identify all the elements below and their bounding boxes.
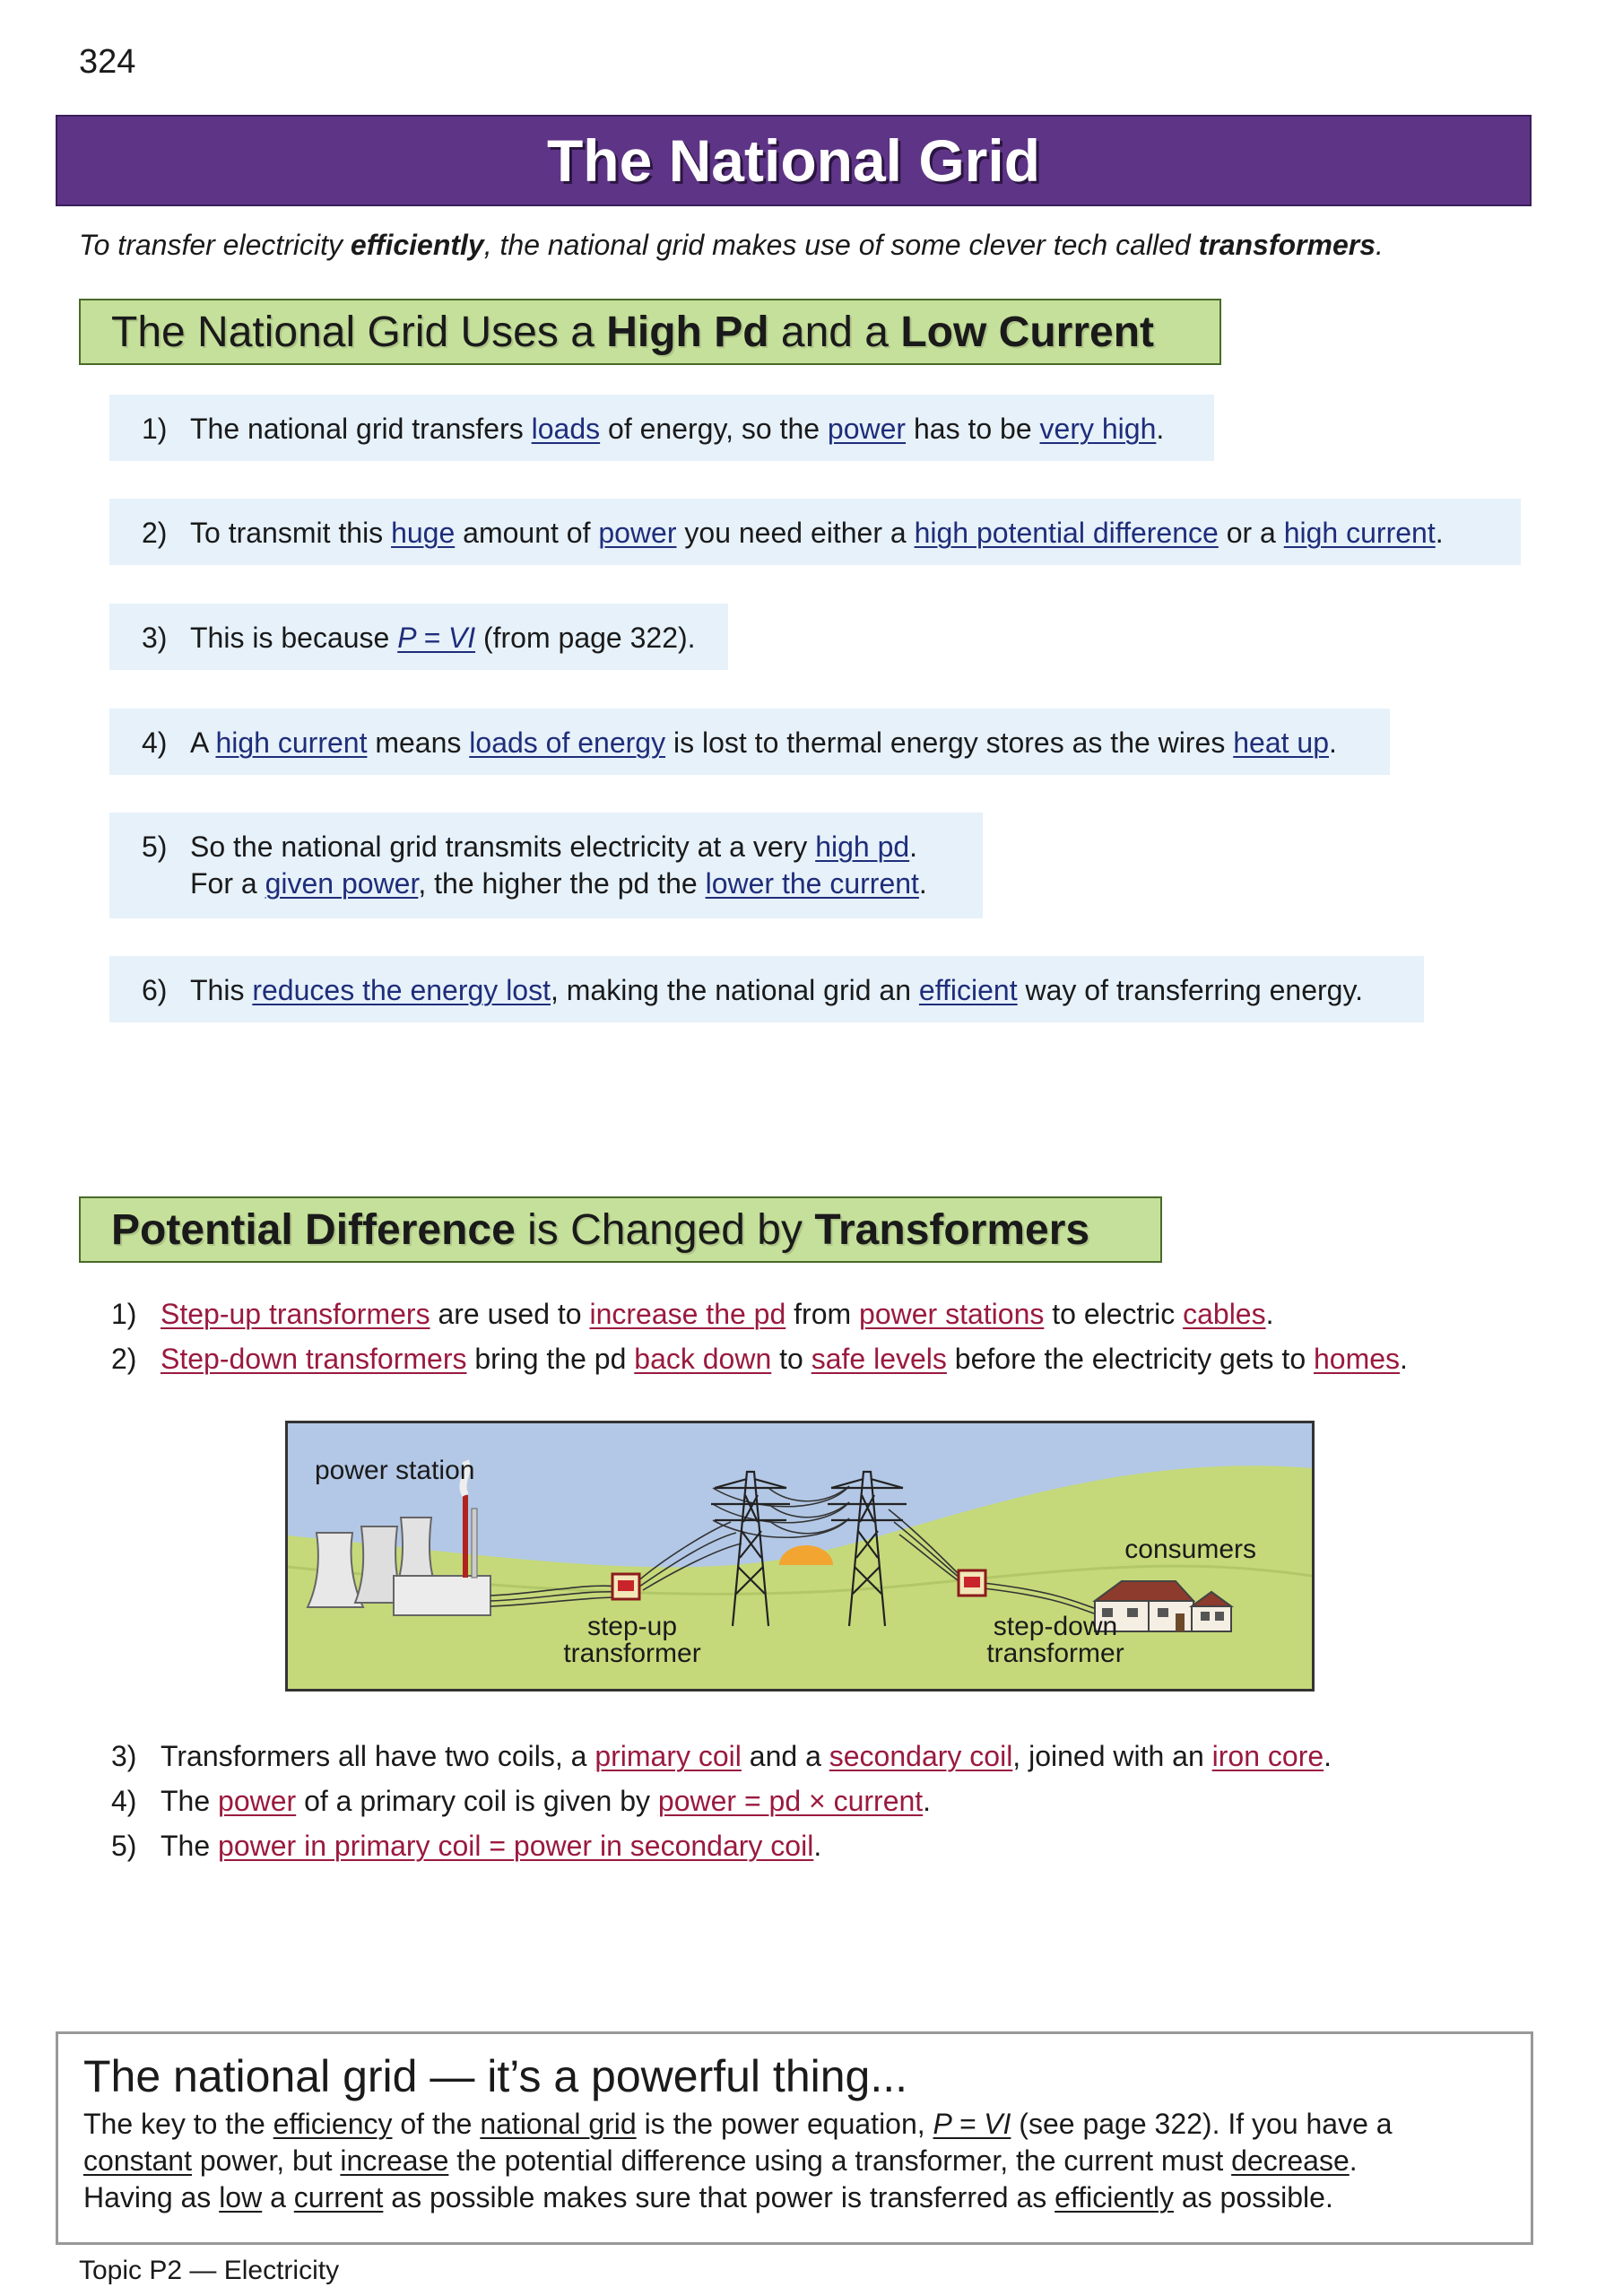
list-item: 3) Transformers all have two coils, a primary coil and a secondary coil, joined with an iron core. [111,1740,1332,1772]
label-step-down-line2: transformer [986,1639,1124,1668]
step-down-transformer-icon [959,1570,985,1596]
transformer-list-a [111,1292,1408,1381]
page-footer: Topic P2 — Electricity [79,2256,340,2285]
fact-item-4: 4) A high current means loads of energy is lost to thermal energy stores as the wires heat up. [109,709,1390,775]
list-item: 2) Step-down transformers bring the pd back down to safe levels before the electricity gets to homes. [111,1343,1408,1375]
list-item: 1) Step-up transformers are used to increase the pd from power stations to electric cables. [111,1298,1274,1330]
grid-illustration [288,1423,1312,1689]
transformer-list-b [111,1734,1332,1868]
title-banner [56,115,1532,206]
label-step-up-line1: step-up [586,1612,678,1641]
page-title: The National Grid [546,127,1041,194]
page-number: 324 [79,43,136,81]
section-heading-transformers: Potential Difference is Changed by Transformers [79,1196,1162,1263]
label-step-up-line2: transformer [563,1639,701,1668]
fact-item-1: 1) The national grid transfers loads of energy, so the power has to be very high. [109,395,1214,461]
label-power-station: power station [315,1456,475,1485]
summary-body: The key to the efficiency of the national grid is the power equation, P = VI (see page 322). If you have a constant power, but increase the potential difference using a transformer, the current must decrease. Having as low a current as possible makes sure that power is transferred as efficiently as possible. [83,2108,1393,2213]
label-step-down-line1: step-down [993,1612,1118,1641]
section-heading-high-pd: The National Grid Uses a High Pd and a Low Current [79,299,1221,365]
summary-box [56,2031,1533,2245]
label-consumers: consumers [1124,1535,1256,1564]
fact-item-3: 3) This is because P = VI (from page 322). [109,604,728,670]
national-grid-diagram [285,1421,1315,1692]
list-item: 5) The power in primary coil = power in secondary coil. [111,1830,822,1862]
fact-item-6: 6) This reduces the energy lost, making the national grid an efficient way of transferring energy. [109,956,1424,1022]
intro-text: To transfer electricity efficiently, the national grid makes use of some clever tech called transformers. [79,229,1384,261]
fact-item-5: 5) So the national grid transmits electricity at a very high pd. For a given power, the higher the pd the lower the current. [109,813,983,918]
fact-item-2: 2) To transmit this huge amount of power you need either a high potential difference or a high current. [109,499,1521,565]
list-item: 4) The power of a primary coil is given by power = pd × current. [111,1785,932,1817]
summary-title: The national grid — it’s a powerful thing... [83,2051,908,2101]
step-up-transformer-icon [612,1574,639,1599]
